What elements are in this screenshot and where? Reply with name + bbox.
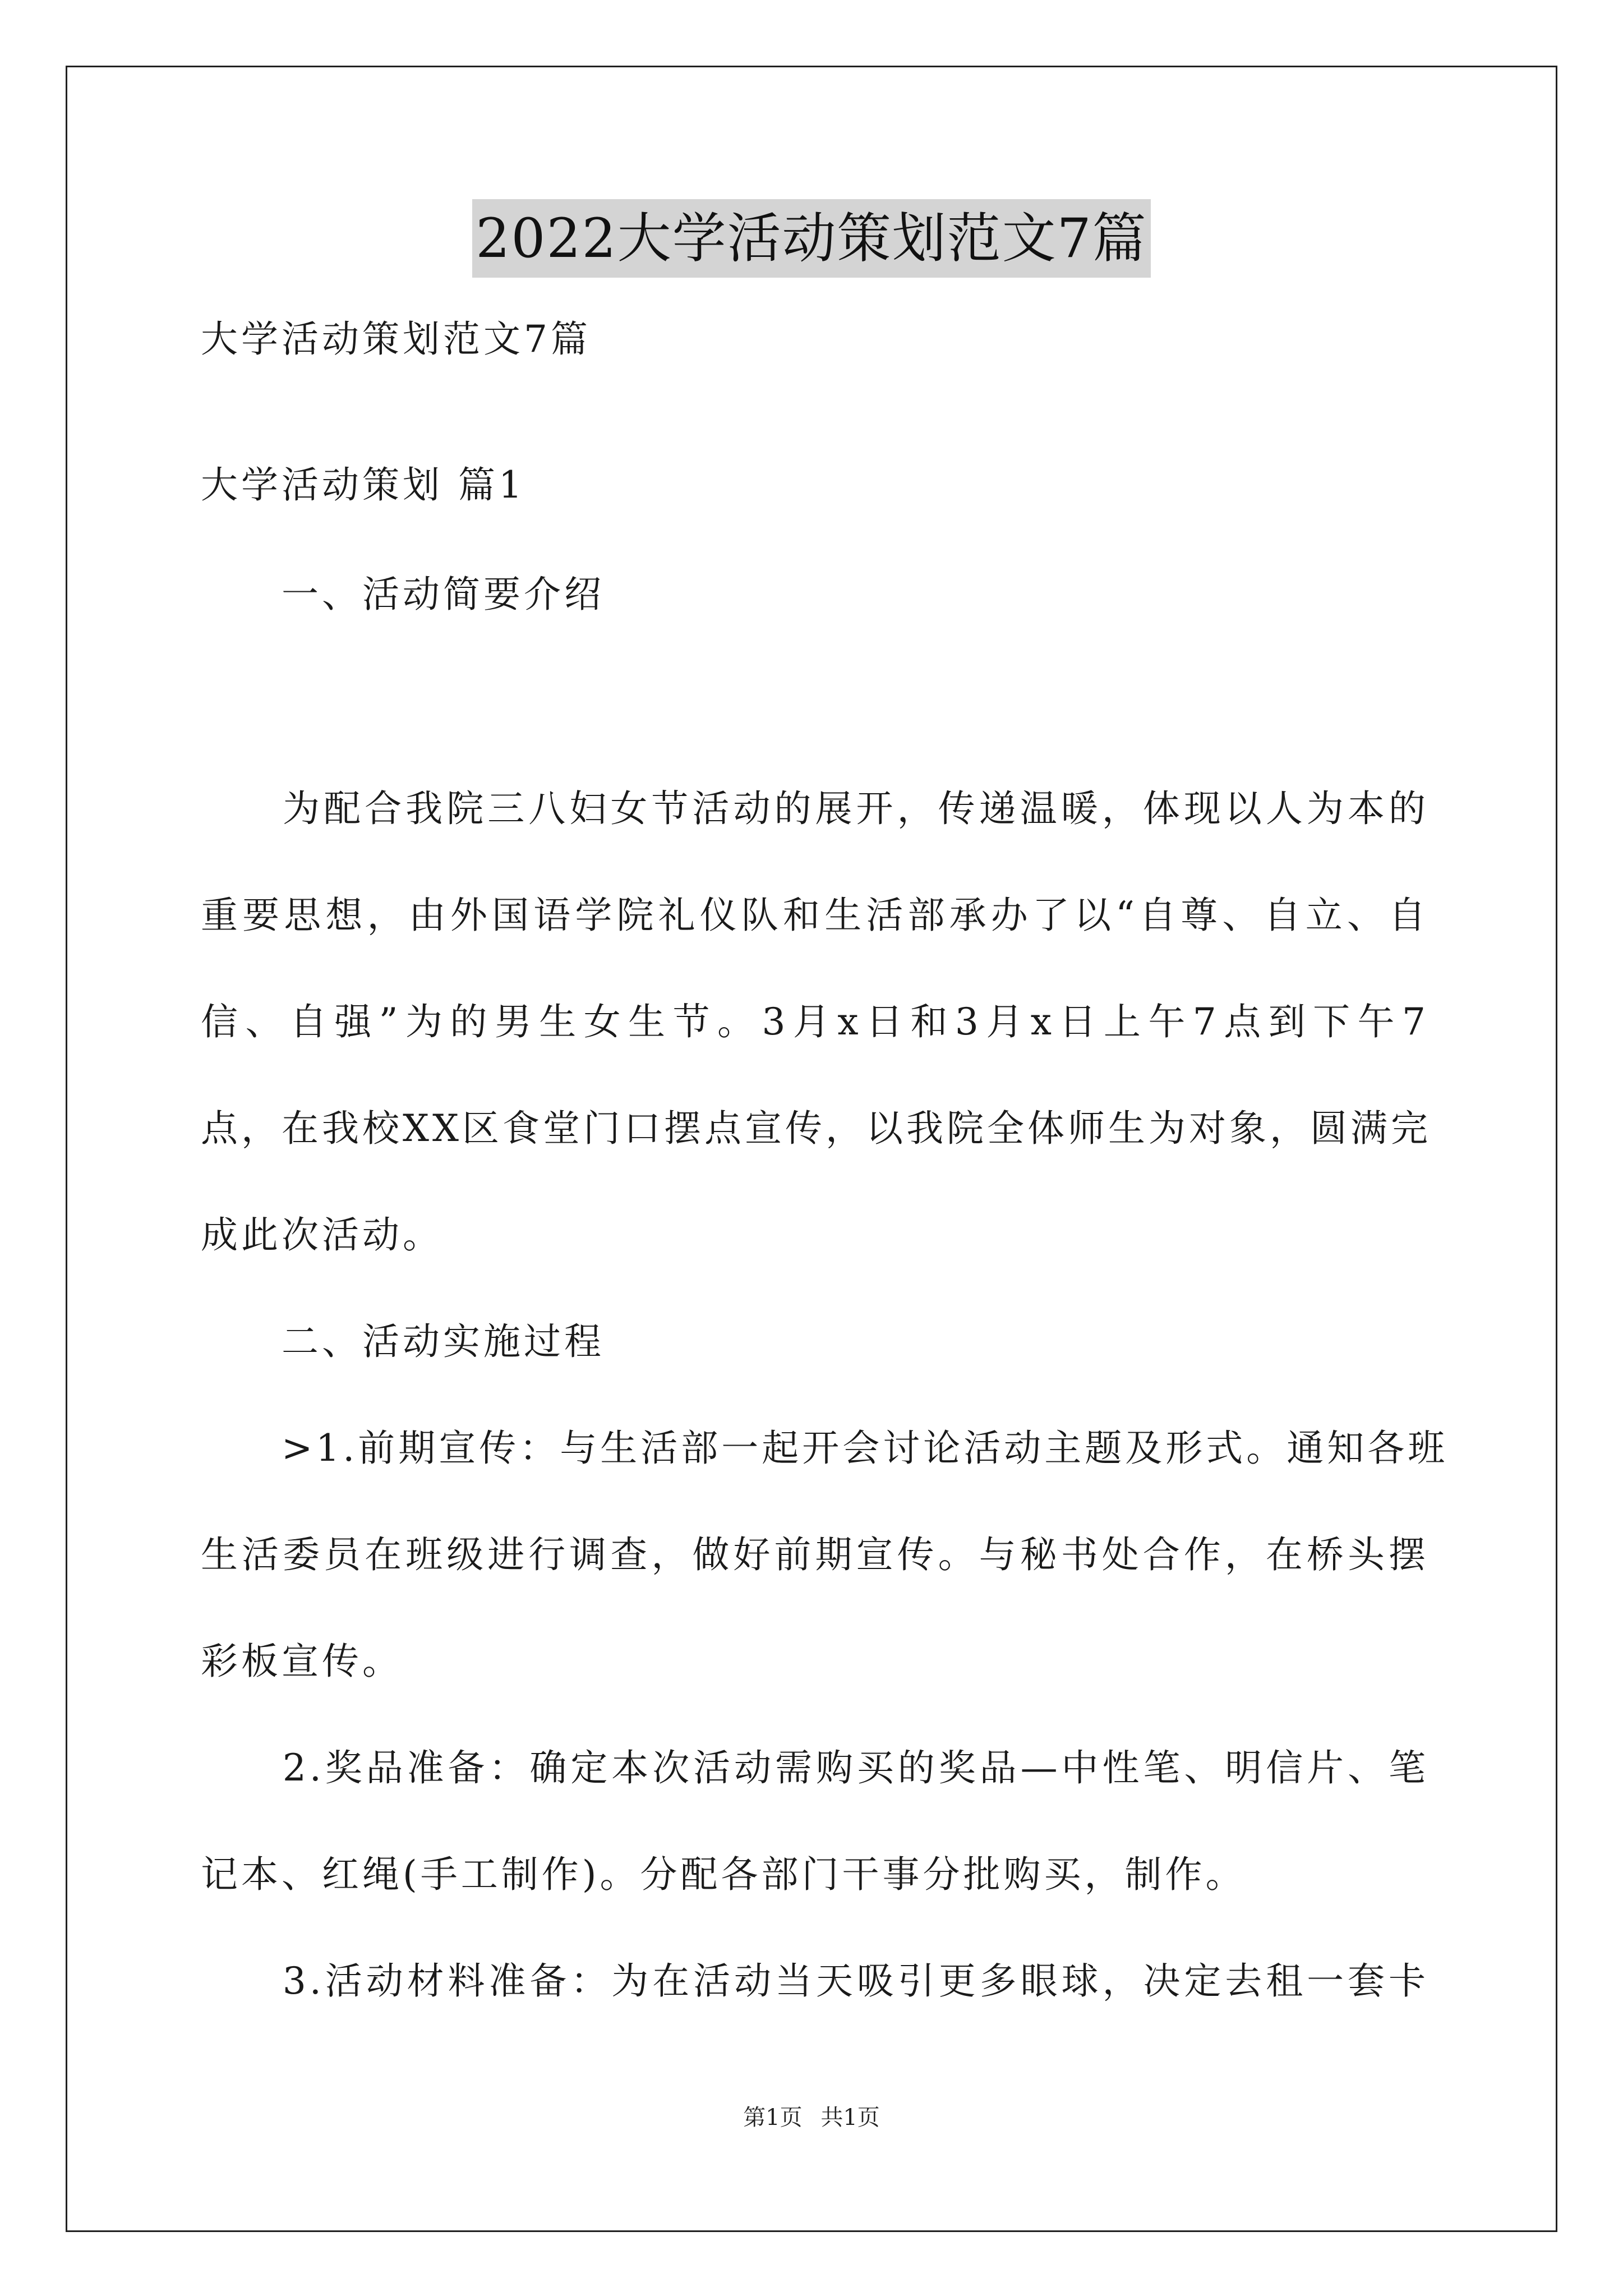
paragraph-line: 成此次活动。 bbox=[201, 1213, 443, 1257]
document-title: 2022大学活动策划范文7篇 bbox=[472, 199, 1150, 278]
heading-intro: 一、活动简要介绍 bbox=[201, 573, 605, 616]
paragraph-line: 重要思想，由外国语学院礼仪队和生活部承办了以“自尊、自立、自 bbox=[201, 894, 1429, 937]
paragraph-line: 为配合我院三八妇女节活动的展开，传递温暖，体现以人为本的 bbox=[201, 787, 1429, 830]
paragraph-line: 彩板宣传。 bbox=[201, 1640, 403, 1683]
paragraph-line: 3.活动材料准备：为在活动当天吸引更多眼球，决定去租一套卡 bbox=[201, 1959, 1429, 2003]
page-number: 第1页 bbox=[743, 2105, 803, 2131]
page-total: 共1页 bbox=[820, 2105, 880, 2131]
paragraph-line: 信、自强”为的男生女生节。3月x日和3月x日上午7点到下午7 bbox=[201, 1000, 1429, 1043]
section-heading-part1: 大学活动策划 篇1 bbox=[201, 463, 525, 507]
paragraph-line: 记本、红绳(手工制作)。分配各部门干事分批购买，制作。 bbox=[201, 1853, 1246, 1896]
paragraph-line: 生活委员在班级进行调查，做好前期宣传。与秘书处合作，在桥头摆 bbox=[201, 1533, 1429, 1576]
page-footer bbox=[0, 2101, 1623, 2134]
subtitle-line: 大学活动策划范文7篇 bbox=[201, 318, 591, 361]
paragraph-line: 2.奖品准备：确定本次活动需购买的奖品—中性笔、明信片、笔 bbox=[201, 1746, 1429, 1789]
paragraph-line: >1.前期宣传：与生活部一起开会讨论活动主题及形式。通知各班 bbox=[201, 1427, 1449, 1470]
heading-process: 二、活动实施过程 bbox=[201, 1320, 605, 1363]
title-container bbox=[0, 199, 1623, 278]
paragraph-line: 点，在我校XX区食堂门口摆点宣传，以我院全体师生为对象，圆满完 bbox=[201, 1107, 1431, 1150]
